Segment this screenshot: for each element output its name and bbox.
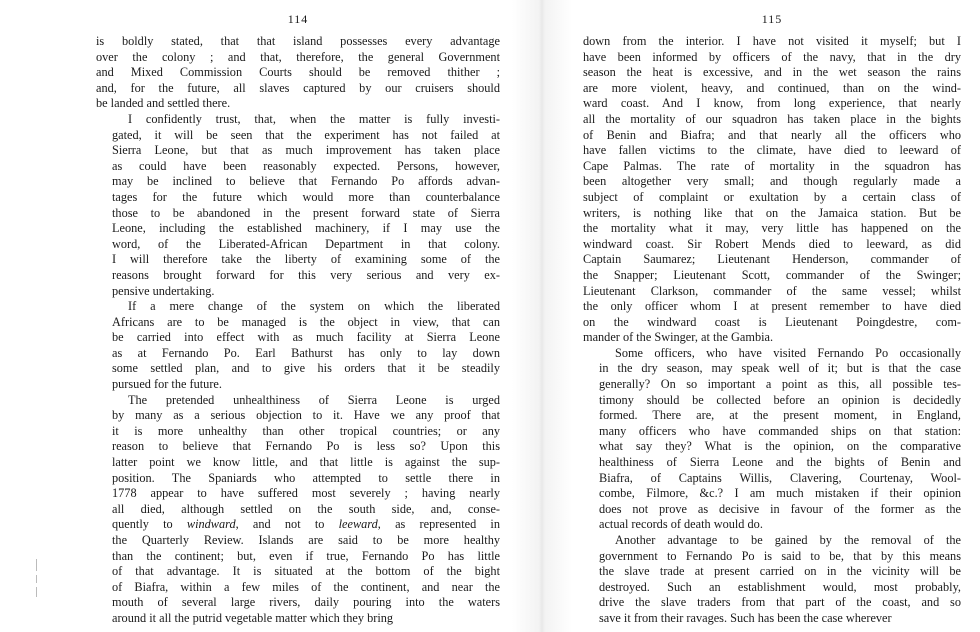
text-line: some settled plan, and to give his orders that it be steadily xyxy=(112,361,500,376)
text-line: may be inclined to believe that Fernando Po affords advan- xyxy=(112,174,500,189)
text-line: mander of the Swinger, at the Gambia. xyxy=(583,330,774,345)
text-line: and Mixed Commission Courts should be removed thither ; xyxy=(96,65,500,80)
page-number-left: 114 xyxy=(287,12,309,26)
text-line: in the dry season, may speak well of it; but is that the case xyxy=(599,361,961,376)
paragraph xyxy=(583,533,961,627)
text-line: writers, is nothing like that on the Jamaica station. But be xyxy=(583,205,961,220)
text-line: by many as a serious objection to it. Have we any proof that xyxy=(112,408,500,423)
text-line: Biafra, of Captains Willis, Clavering, Courtenay, Wool- xyxy=(599,470,961,485)
text-line: reason to believe that Fernando Po is less so? Upon this xyxy=(112,439,500,454)
text-line: been altogether very small; and though regularly made a xyxy=(583,174,961,189)
text-line: tages for the future which would more than counterbalance xyxy=(112,189,500,204)
text-line: timony should be collected before an opinion is decidedly xyxy=(599,392,961,407)
text-line: mouth of several large rivers, daily pouring into the waters xyxy=(112,595,500,610)
text-line: windward coast. Sir Robert Mends died to leeward, as did xyxy=(583,236,961,251)
book-gutter xyxy=(512,0,572,632)
right-page-text xyxy=(583,34,961,627)
paragraph xyxy=(96,34,500,112)
text-line: the slave trade at present carried on in the vicinity will be xyxy=(599,564,961,579)
text-line: reasons brought forward for this very serious and very ex- xyxy=(112,267,500,282)
text-line: Leone, including the established machinery, if I may use the xyxy=(112,221,500,236)
text-line: as could have been reasonably expected. Persons, however, xyxy=(112,158,500,173)
text-line: many officers who have commanded ships on that station: xyxy=(599,423,961,438)
paragraph xyxy=(96,299,500,393)
text-line: destroyed. Such an establishment would, most probably, xyxy=(599,579,961,594)
text-line: of that advantage. It is situated at the bottom of the bight xyxy=(112,564,500,579)
text-line: government to Fernando Po is said to be, that by this means xyxy=(599,548,961,563)
text-line: healthiness of Sierra Leone and the bights of Benin and xyxy=(599,455,961,470)
paragraph xyxy=(96,112,500,299)
text-line: If a mere change of the system on which the liberated xyxy=(128,299,500,314)
text-line: actual records of death would do. xyxy=(599,517,763,532)
left-page-text xyxy=(96,34,500,627)
text-line: 1778 appear to have suffered most severely ; having nearly xyxy=(112,486,500,501)
text-line: those to be abandoned in the present forward state of Sierra xyxy=(112,205,500,220)
margin-marks xyxy=(30,555,50,625)
text-line: Cape Palmas. The rate of mortality in the squadron has xyxy=(583,158,961,173)
text-line: over the colony ; and that, therefore, the general Government xyxy=(96,49,500,64)
text-line: of Biafra, within a few miles of the continent, and near the xyxy=(112,579,500,594)
text-line: the mortality what it may, very little has happened on the xyxy=(583,221,961,236)
text-line: word, of the Liberated-African Department in that colony. xyxy=(112,236,500,251)
text-line: be carried into effect with as much facility at Sierra Leone xyxy=(112,330,500,345)
text-line: the Quarterly Review. Islands are said to be more healthy xyxy=(112,533,500,547)
text-line: the Snapper; Lieutenant Scott, commander of the Swinger; xyxy=(583,267,961,282)
paragraph xyxy=(583,34,961,346)
text-line: are more violent, heavy, and continued, than on the wind- xyxy=(583,80,961,95)
text-line: down from the interior. I have not visited it myself; but I xyxy=(583,34,961,48)
text-line: of Benin and Biafra; and that nearly all the officers who xyxy=(583,127,961,142)
text-line: have fallen victims to the climate, have died to leeward of xyxy=(583,143,961,158)
text-line: all the mortality of our squadron has taken place in the bights xyxy=(583,111,961,126)
text-line: around it all the putrid vegetable matter which they bring xyxy=(112,610,394,625)
text-line: what say they? What is the opinion, on the comparative xyxy=(599,439,961,454)
text-line: formed. There are, at the present moment, in England, xyxy=(599,408,961,423)
text-line: latter point we know little, and that little is against the sup- xyxy=(112,455,500,470)
left-page xyxy=(96,0,500,632)
text-line: ward coast. And I know, from long experience, that nearly xyxy=(583,96,961,111)
text-line: it is more unhealthy than other tropical countries; or any xyxy=(112,423,500,438)
text-line: Captain Saumarez; Lieutenant Henderson, commander of xyxy=(583,252,961,267)
text-line: pursued for the future. xyxy=(112,377,222,392)
text-line: position. The Spaniards who attempted to settle there in xyxy=(112,470,500,485)
text-line: than the continent; but, even if true, Fernando Po has little xyxy=(112,548,500,563)
text-line: pensive undertaking. xyxy=(112,283,215,298)
text-line: I will therefore take the liberty of examining some of the xyxy=(112,252,500,267)
right-page xyxy=(583,0,961,632)
text-line: quently to windward, and not to leeward, as represented in xyxy=(112,517,500,532)
text-line: as at Fernando Po. Earl Bathurst has only to lay down xyxy=(112,345,500,360)
text-line: and, for the future, all slaves captured by our cruisers should xyxy=(96,80,500,95)
text-line: have been informed by officers of the navy, that in the dry xyxy=(583,49,961,64)
text-line: be landed and settled there. xyxy=(96,96,231,111)
text-line: drive the slave traders from that part of the coast, and so xyxy=(599,595,961,610)
text-line: Sierra Leone, but that as much improvement has taken place xyxy=(112,143,500,158)
text-line: does not prove as decisive in favour of the former as the xyxy=(599,501,961,516)
text-line: Another advantage to be gained by the removal of the xyxy=(615,533,961,547)
text-line: Some officers, who have visited Fernando Po occasionally xyxy=(615,345,961,360)
text-line: I confidently trust, that, when the matter is fully investi- xyxy=(128,111,500,126)
text-line: the only officer whom I at present remember to have died xyxy=(583,299,961,314)
text-line: combe, Filmore, &c.? I am much mistaken if their opinion xyxy=(599,486,961,501)
text-line: Africans are to be managed is the object in view, that can xyxy=(112,314,500,329)
text-line: gated, it will be seen that the experiment has not failed at xyxy=(112,127,500,142)
text-line: on the windward coast is Lieutenant Poingdestre, com- xyxy=(583,314,961,329)
text-line: season the heat is excessive, and in the wet season the rains xyxy=(583,65,961,80)
text-line: is boldly stated, that that island possesses every advantage xyxy=(96,34,500,48)
paragraph xyxy=(583,346,961,533)
text-line: generally? On so important a point as this, all possible tes- xyxy=(599,377,961,392)
text-line: subject of complaint or exultation by a certain class of xyxy=(583,189,961,204)
text-line: all died, although settled on the south side, and, conse- xyxy=(112,501,500,516)
text-line: save it from their ravages. Such has been the case wherever xyxy=(599,610,892,625)
text-line: Lieutenant Clarkson, commander of the same vessel; whilst xyxy=(583,283,961,298)
text-line: The pretended unhealthiness of Sierra Leone is urged xyxy=(128,392,500,407)
paragraph xyxy=(96,393,500,627)
page-number-right: 115 xyxy=(761,12,783,26)
